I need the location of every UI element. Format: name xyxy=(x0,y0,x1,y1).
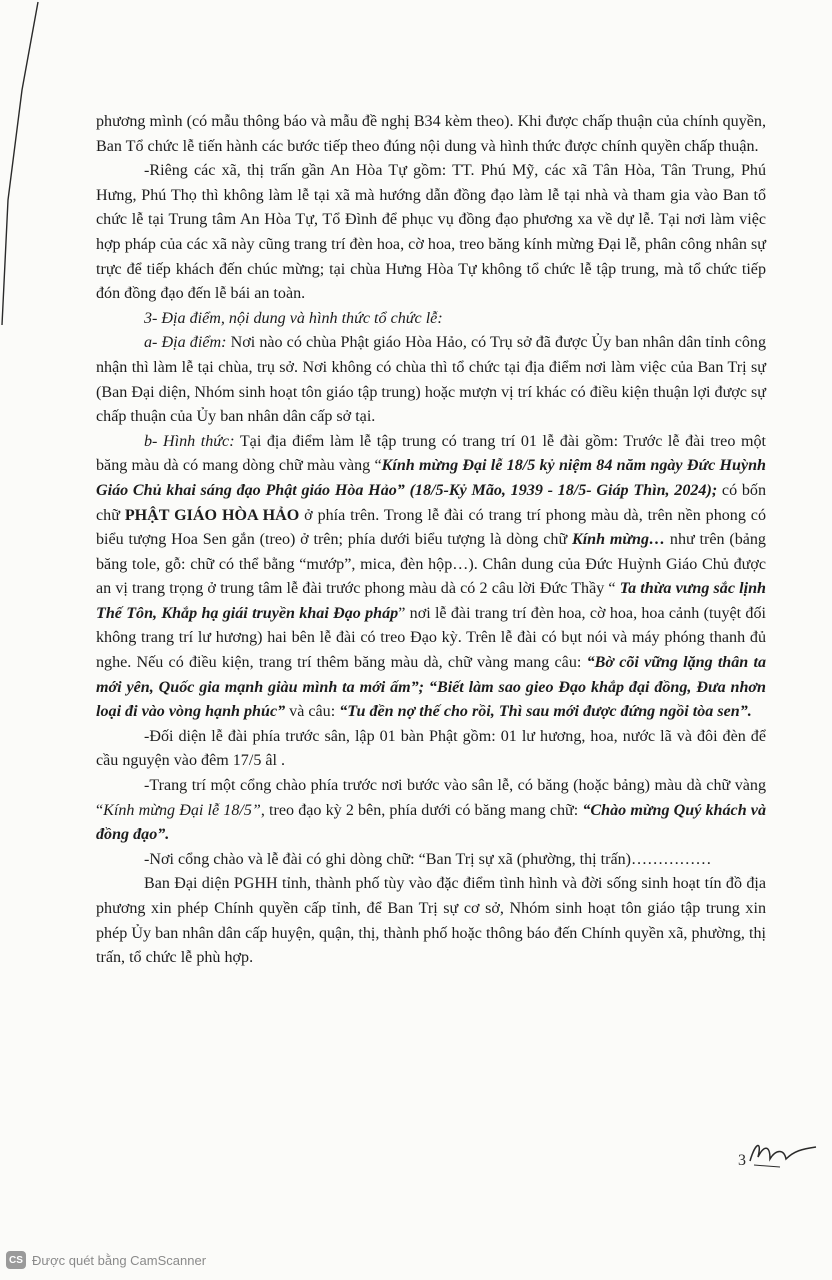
form-label: b- Hình thức: xyxy=(144,432,235,450)
paragraph-altar: -Đối diện lễ đài phía trước sân, lập 01 bàn Phật gồm: 01 lư hương, hoa, nước lã và đôi đèn để cầu nguyện vào đêm 17/5 âl . xyxy=(96,727,766,770)
paragraph-1: phương mình (có mẫu thông báo và mẫu đề nghị B34 kèm theo). Khi được chấp thuận của chính quyền, Ban Tổ chức lễ tiến hành các bước tiếp theo đúng nội dung và hình thức được chính quyền chấp thuận. xyxy=(96,113,766,155)
paragraph-2: -Riêng các xã, thị trấn gần An Hòa Tự gồm: TT. Phú Mỹ, các xã Tân Hòa, Tân Trung, Phú Hưng, Phú Thọ thì không làm lễ tại xã mà hướng dẫn đồng đạo làm lễ tại nhà và tham gia vào Ban tổ chức lễ tại Trung tâm An Hòa Tự, Tổ Đình để phục vụ đồng đạo phương xa về dự lễ. Tại nơi làm việc hợp pháp của các xã này cũng trang trí đèn hoa, cờ hoa, treo băng kính mừng Đại lễ, phân công nhân sự trực để tiếp khách đến chúc mừng; tại chùa Hưng Hòa Tự không tổ chức lễ tập trung, mà tổ chức tiếp đón đồng đạo đến lễ bái an toàn. xyxy=(96,162,766,303)
watermark-text: Được quét bằng CamScanner xyxy=(32,1252,207,1268)
gate-text-c: , treo đạo kỳ 2 bên, phía dưới có băng mang chữ: xyxy=(260,801,583,819)
location-text: Nơi nào có chùa Phật giáo Hòa Hảo, có Trụ sở đã được Ủy ban nhân dân tỉnh công nhận thì làm lễ tại chùa, trụ sở. Nơi không có chùa thì tổ chức tại địa điểm nơi làm việc của Ban Trị sự (Ban Đại diện, Nhóm sinh hoạt tôn giáo tập trung) hoặc mượn vị trí khác có điều kiện thuận lợi được sự chấp thuận của Ủy ban nhân dân cấp sở tại. xyxy=(96,334,766,426)
paragraph-sign: -Nơi cổng chào và lễ đài có ghi dòng chữ: “Ban Trị sự xã (phường, thị trấn)…………… xyxy=(144,850,712,868)
tu-den-quote: “Tu đền nợ thế cho rồi, Thì sau mới được đứng ngồi tòa sen”. xyxy=(339,703,752,721)
signature-mark xyxy=(736,1135,820,1175)
camscanner-logo: CS xyxy=(6,1251,26,1269)
scan-edge-line xyxy=(0,0,60,330)
paragraph-form xyxy=(96,430,766,725)
form-text-e: ở phía trên. Trong lễ đài có trang trí phong màu dà, trên nền phong có biểu tượng Hoa Sen gắn (treo) ở trên; phía dưới biểu tượng là dòng chữ xyxy=(96,506,766,549)
banner-quotes: “Bờ cõi vững lặng thân ta mới yên, Quốc gia mạnh giàu mình ta mới ấm”; “Biết làm sao gieo Đạo khắp đại đồng, Đưa nhơn loại đi vào vòng hạnh phúc” xyxy=(96,654,766,721)
section-heading-text: 3- Địa điểm, nội dung và hình thức tổ chức lễ: xyxy=(144,309,443,327)
signature-number: 3 xyxy=(738,1152,746,1169)
welcome-text: “Chào mừng Quý khách và đồng đạo”. xyxy=(96,801,766,844)
paragraph-location xyxy=(96,331,766,429)
form-text-g: như trên (bảng băng tole, gỗ: chữ có thể bằng “mướp”, mica, đèn hộp…). Chân dung của Đức Huỳnh Giáo Chủ được an vị trang trọng ở trung tâm lễ đài trước phong màu dà có 2 câu lời Đức Thầy “ xyxy=(96,531,766,598)
paragraph-closing: Ban Đại diện PGHH tỉnh, thành phố tùy vào đặc điểm tình hình và đời sống sinh hoạt tín đồ địa phương xin phép Chính quyền cấp tỉnh, để Ban Trị sự cơ sở, Nhóm sinh hoạt tôn giáo tập trung xin phép Ủy ban nhân dân cấp huyện, quận, thị, thành phố hoặc thông báo đến Chính quyền xã, phường, thị trấn, tổ chức lễ phù hợp. xyxy=(96,875,766,967)
form-text-i: ” nơi lễ đài trang trí đèn hoa, cờ hoa, hoa cảnh (tuyệt đối không trang trí lư hương) hai bên lễ đài có treo Đạo kỳ. Trên lễ đài có bụt nói và máy phóng thanh đủ nghe. Nếu có điều kiện, trang trí thêm băng màu dà, chữ vàng mang câu: xyxy=(96,604,766,672)
paragraph-gate xyxy=(96,774,766,848)
section-heading xyxy=(96,307,766,332)
form-text-a: Tại địa điểm làm lễ tập trung có trang trí 01 lễ đài gồm: Trước lễ đài treo một băng màu dà có mang dòng chữ màu vàng “ xyxy=(96,432,766,475)
four-words: PHẬT GIÁO HÒA HẢO xyxy=(124,506,300,524)
document-body xyxy=(96,110,766,971)
gate-text-a: -Trang trí một cổng chào phía trước nơi bước vào sân lễ, có băng (hoặc bảng) màu dà chữ vàng “ xyxy=(96,777,766,819)
duc-thay-quote: Ta thừa vưng sắc lịnh Thế Tôn, Khắp hạ giái truyền khai Đạo pháp xyxy=(96,580,766,622)
gate-banner: Kính mừng Đại lễ 18/5” xyxy=(103,801,261,819)
banner-text: Kính mừng Đại lễ 18/5 kỷ niệm 84 năm ngày Đức Huỳnh Giáo Chủ khai sáng đạo Phật giáo Hòa Hảo” (18/5-Kỷ Mão, 1939 - 18/5- Giáp Thìn, 2024); xyxy=(96,457,766,499)
form-text-c: có bốn chữ xyxy=(96,481,766,524)
form-text-k: và câu: xyxy=(285,703,340,721)
location-label: a- Địa điểm: xyxy=(144,334,227,352)
kinh-mung-text: Kính mừng… xyxy=(571,531,666,549)
scanner-watermark xyxy=(6,1250,206,1270)
